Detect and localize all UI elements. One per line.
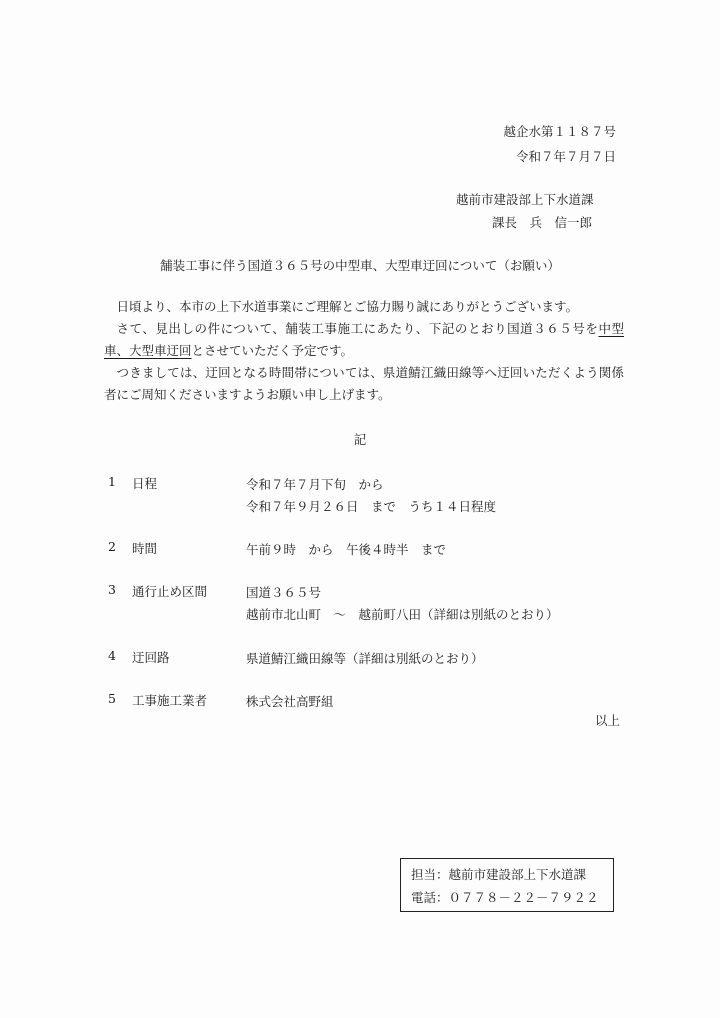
contact-phone: 電話：０７７８－２２－７９２２	[411, 890, 599, 905]
item-label: 日程	[132, 476, 158, 491]
body-paragraph-2-lead: さて、見出しの件について、舗装工事施工にあたり、下記のとおり国道３６５号を	[116, 321, 599, 336]
document-date: 令和７年７月７日	[515, 149, 616, 164]
ki-heading: 記	[353, 432, 367, 447]
body-paragraph-2-tail: とさせていただく予定です。	[191, 343, 354, 358]
item-number: 1	[108, 474, 116, 489]
closing-mark: 以上	[594, 713, 620, 728]
contact-department: 担当：越前市建設部上下水道課	[411, 867, 587, 882]
document-number: 越企水第１１８７号	[503, 124, 616, 139]
item-value	[246, 474, 496, 518]
item-number: 2	[108, 539, 116, 554]
item-value-line: 越前市北山町 ～ 越前町八田（詳細は別紙のとおり）	[246, 607, 559, 622]
item-value	[246, 648, 484, 670]
body-paragraph-2	[104, 318, 624, 362]
item-label: 通行止め区間	[132, 584, 208, 599]
item-value-line: 令和７年９月２６日 まで うち１４日程度	[246, 499, 497, 514]
item-value	[246, 539, 446, 561]
item-number: 3	[108, 582, 116, 597]
emphasized-text: 中型車、大型車迂回	[104, 321, 624, 358]
item-value	[246, 691, 334, 713]
item-value	[246, 582, 559, 626]
item-label: 迂回路	[132, 650, 170, 665]
item-number: 4	[108, 648, 116, 663]
item-value-line: 午前９時 から 午後４時半 まで	[246, 542, 447, 557]
body-paragraph-3: つきましては、迂回となる時間帯については、県道鯖江織田線等へ迂回いただくよう関係者にご周知くださいますようお願い申し上げます。	[104, 365, 624, 402]
item-number: 5	[108, 691, 116, 706]
item-value-line: 令和７年７月下旬 から	[246, 477, 384, 492]
contact-box	[400, 858, 614, 912]
item-label: 時間	[132, 541, 158, 556]
item-label: 工事施工業者	[132, 693, 208, 708]
body-text	[104, 296, 624, 406]
item-value-line: 国道３６５号	[246, 585, 322, 600]
item-value-line: 株式会社高野組	[246, 694, 334, 709]
document-subject: 舗装工事に伴う国道３６５号の中型車、大型車迂回について（お願い）	[160, 258, 560, 273]
item-value-line: 県道鯖江織田線等（詳細は別紙のとおり）	[246, 651, 484, 666]
sender-name: 課長 兵 信一郎	[492, 215, 593, 230]
sender-organization: 越前市建設部上下水道課	[456, 192, 594, 207]
body-paragraph-1: 日頃より、本市の上下水道事業にご理解とご協力賜り誠にありがとうございます。	[116, 299, 579, 314]
